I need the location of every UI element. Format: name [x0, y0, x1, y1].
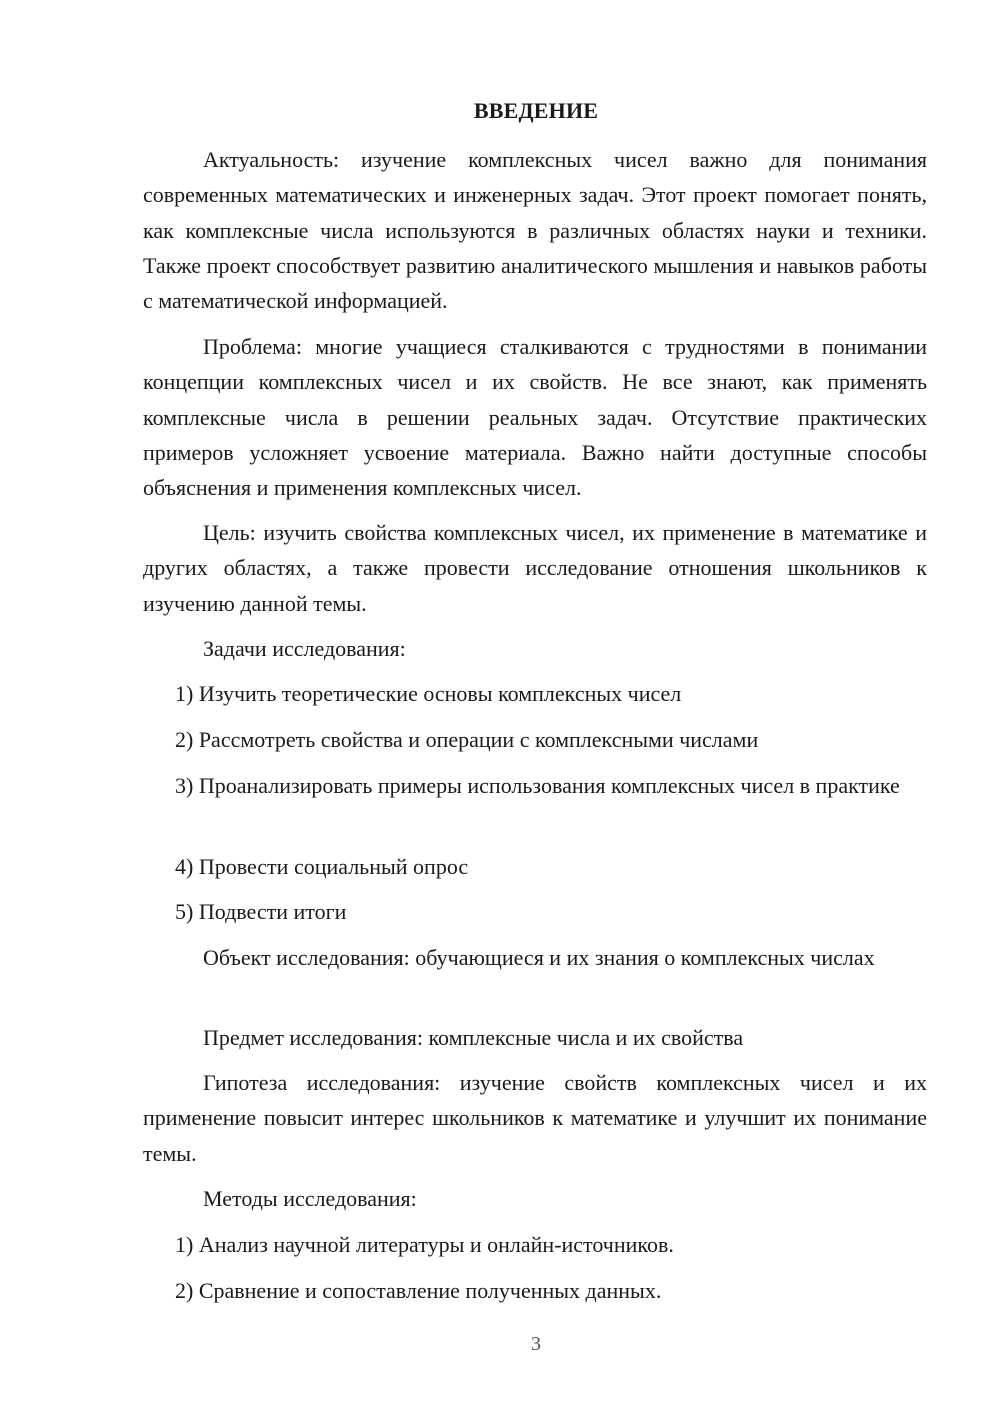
- methods-title: Методы исследования:: [203, 1186, 417, 1211]
- tasks-title: Задачи исследования:: [203, 636, 406, 661]
- problem-paragraph: Проблема: многие учащиеся сталкиваются с трудностями в понимании концепции комплексных чисел и их свойств. Не все знают, как применять комплексные числа в решении реальных задач. Отсутствие практических примеров усложняет усвоение материала. Важно найти доступные способы объяснения и применения комплексных чисел.: [143, 334, 927, 501]
- task-item-2: 2) Рассмотреть свойства и операции с комплексными числами: [175, 727, 759, 752]
- subject-paragraph: Предмет исследования: комплексные числа и их свойства: [203, 1025, 744, 1050]
- hypothesis-paragraph: Гипотеза исследования: изучение свойств комплексных чисел и их применение повысит интерес школьников к математике и улучшит их понимание темы.: [143, 1070, 927, 1166]
- task-item-4: 4) Провести социальный опрос: [175, 854, 469, 879]
- relevance-paragraph: Актуальность: изучение комплексных чисел важно для понимания современных математических и инженерных задач. Этот проект помогает понять, как комплексные числа используются в различных областях науки и техники. Также проект способствует развитию аналитического мышления и навыков работы с математической информацией.: [143, 147, 927, 314]
- method-item-1: 1) Анализ научной литературы и онлайн-источников.: [175, 1232, 674, 1257]
- task-item-5: 5) Подвести итоги: [175, 899, 347, 924]
- method-item-2: 2) Сравнение и сопоставление полученных данных.: [175, 1278, 662, 1303]
- page-number: 3: [531, 1333, 541, 1355]
- task-item-3: 3) Проанализировать примеры использования комплексных чисел в практике: [175, 773, 900, 798]
- object-paragraph: Объект исследования: обучающиеся и их знания о комплексных числах: [203, 945, 875, 970]
- goal-paragraph: Цель: изучить свойства комплексных чисел, их применение в математике и других областях, а также провести исследование отношения школьников к изучению данной темы.: [143, 520, 927, 616]
- task-item-1: 1) Изучить теоретические основы комплексных чисел: [175, 681, 682, 706]
- page-title: ВВЕДЕНИЕ: [473, 98, 599, 123]
